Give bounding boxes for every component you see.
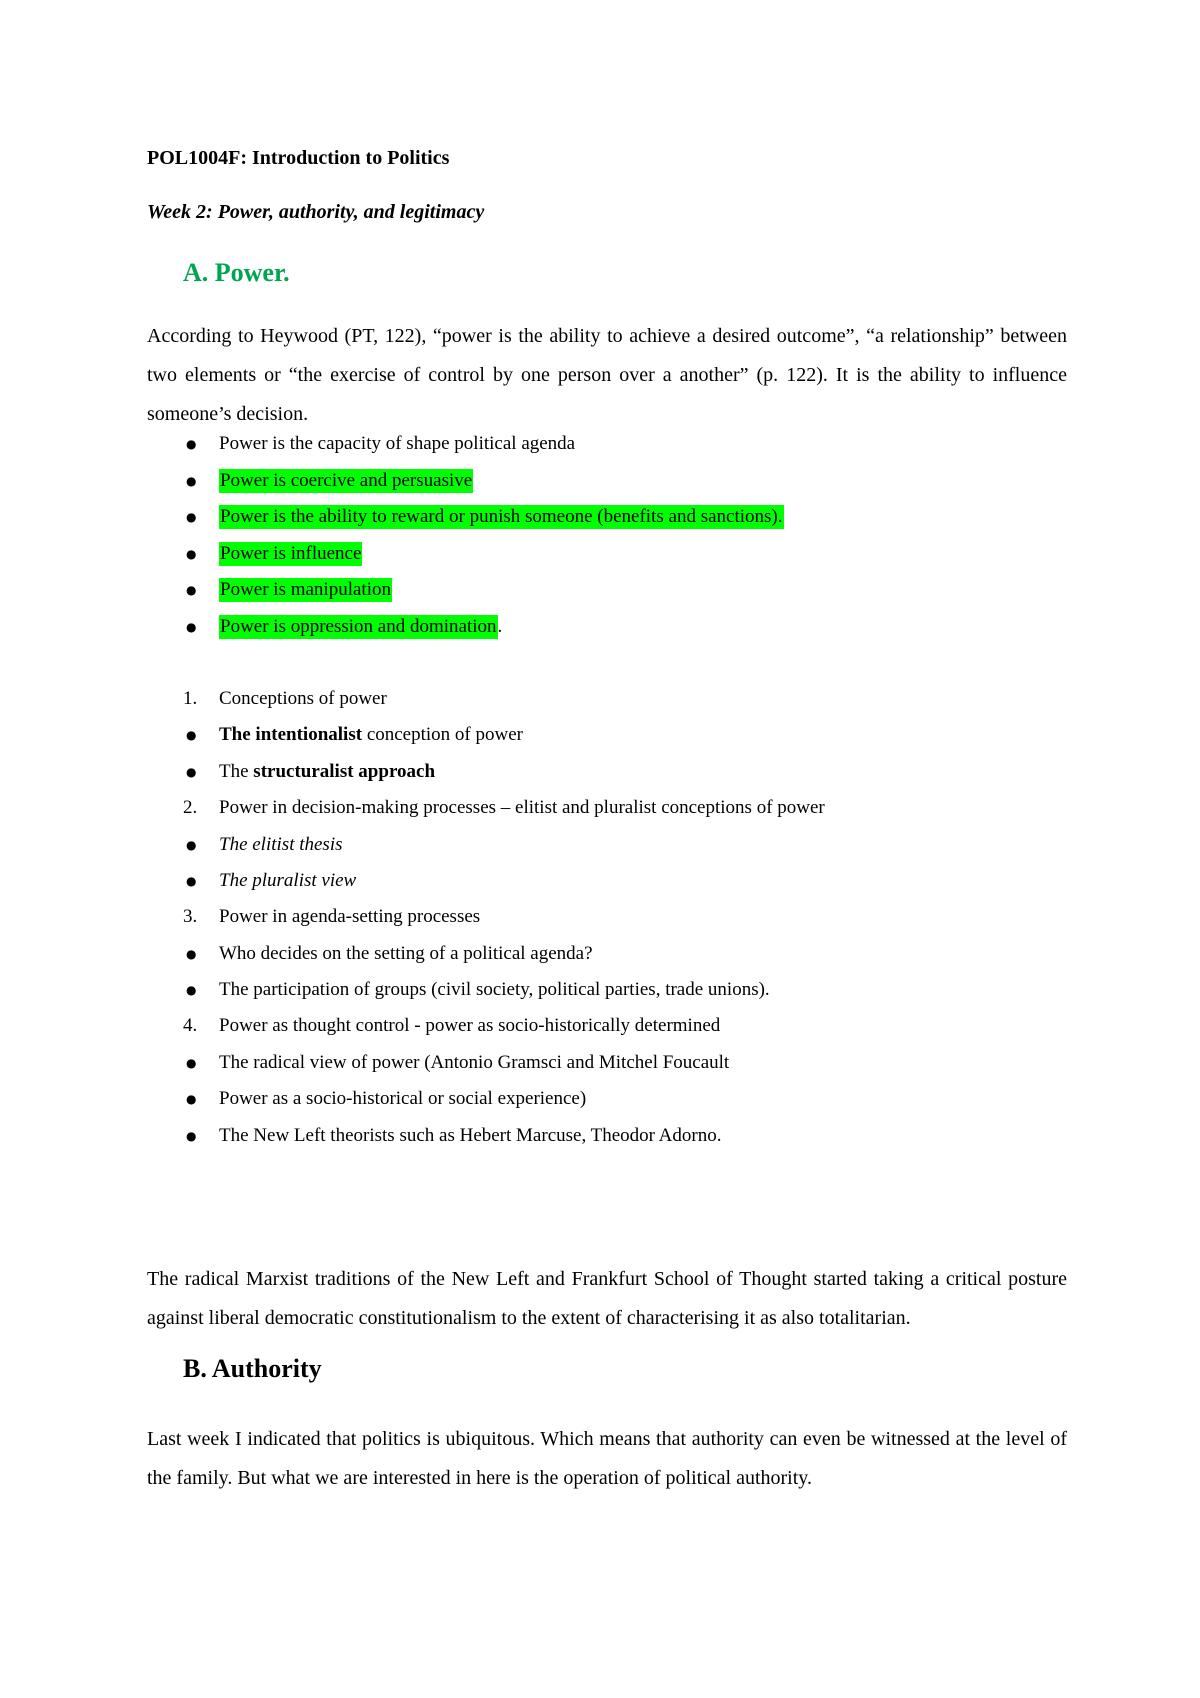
bullet-marker: ● (186, 1056, 197, 1070)
bullet-marker: ● (186, 1092, 197, 1106)
outline-text (219, 903, 480, 931)
outline-text (219, 685, 387, 713)
outline-text (219, 794, 825, 822)
list-number: 4. (183, 1015, 198, 1036)
bold-text: structuralist approach (253, 761, 436, 782)
plain-text: Conceptions of power (219, 688, 387, 709)
bullet-text (219, 467, 473, 495)
plain-text: The New Left theorists such as Hebert Marcuse, Theodor Adorno. (219, 1125, 722, 1146)
bullet-text (219, 613, 502, 641)
outline-text (219, 1049, 729, 1077)
plain-text: Power in decision-making processes – elitist and pluralist conceptions of power (219, 797, 825, 818)
plain-text: The participation of groups (civil society, political parties, trade unions). (219, 979, 770, 1000)
outline-text (219, 831, 343, 859)
bullet-text (219, 430, 575, 458)
bullet-suffix: . (497, 616, 503, 637)
bullet-marker: ● (186, 474, 197, 488)
bullet-marker: ● (186, 874, 197, 888)
plain-text: Power in agenda-setting processes (219, 906, 481, 927)
bold-text: The intentionalist (219, 724, 363, 745)
course-title: POL1004F: Introduction to Politics (147, 147, 450, 169)
bullet-marker: ● (186, 583, 197, 597)
outline-text (219, 1122, 721, 1150)
power-definition-paragraph: According to Heywood (PT, 122), “power is the ability to achieve a desired outcome”, “a relationship” between two elements or “the exercise of control by one person over a another” (p. 122). It is the ability to influence someone’s decision. (147, 325, 1067, 425)
outline-text (219, 1085, 586, 1113)
highlighted-text: Power is coercive and persuasive (220, 470, 473, 491)
marxist-tradition-paragraph: The radical Marxist traditions of the New Left and Frankfurt School of Thought started taking a critical posture against liberal democratic constitutionalism to the extent of characterising it as also totalitarian. (147, 1268, 1067, 1329)
plain-text: The radical view of power (Antonio Gramsci and Mitchel Foucault (219, 1052, 730, 1073)
bullet-marker: ● (186, 947, 197, 961)
italic-text: The pluralist view (219, 870, 357, 891)
plain-text: Who decides on the setting of a political agenda? (219, 943, 593, 964)
italic-text: The elitist thesis (219, 834, 343, 855)
outline-text (219, 721, 523, 749)
plain-text: conception of power (362, 724, 523, 745)
outline-text (219, 867, 356, 895)
bullet-marker: ● (186, 620, 197, 634)
outline-text (219, 940, 593, 968)
highlighted-text: Power is manipulation (220, 579, 391, 600)
plain-text: Power as a socio-historical or social experience) (219, 1088, 587, 1109)
bullet-marker: ● (186, 765, 197, 779)
plain-text: Power as thought control - power as socio-historically determined (219, 1015, 721, 1036)
bullet-marker: ● (186, 838, 197, 852)
bullet-text-content: Power is the capacity of shape political agenda (219, 433, 576, 454)
bullet-text (219, 503, 784, 531)
list-number: 3. (183, 906, 198, 927)
bullet-marker: ● (186, 1129, 197, 1143)
bullet-marker: ● (186, 510, 197, 524)
outline-text (219, 976, 770, 1004)
outline-text (219, 758, 435, 786)
bullet-text (219, 576, 392, 604)
highlighted-text: Power is oppression and domination (220, 616, 497, 637)
plain-text: The (219, 761, 254, 782)
week-title: Week 2: Power, authority, and legitimacy (147, 201, 485, 223)
bullet-marker: ● (186, 437, 197, 451)
list-number: 1. (183, 688, 198, 709)
bullet-marker: ● (186, 547, 197, 561)
section-heading-authority: B. Authority (183, 1354, 322, 1383)
authority-paragraph: Last week I indicated that politics is ubiquitous. Which means that authority can even be witnessed at the level of the family. But what we are interested in here is the operation of political authority. (147, 1428, 1067, 1489)
list-number: 2. (183, 797, 198, 818)
bullet-marker: ● (186, 728, 197, 742)
bullet-text (219, 540, 362, 568)
bullet-marker: ● (186, 983, 197, 997)
section-heading-power: A. Power. (183, 258, 290, 287)
highlighted-text: Power is influence (220, 543, 362, 564)
highlighted-text: Power is the ability to reward or punish someone (benefits and sanctions). (220, 506, 783, 527)
outline-text (219, 1012, 720, 1040)
